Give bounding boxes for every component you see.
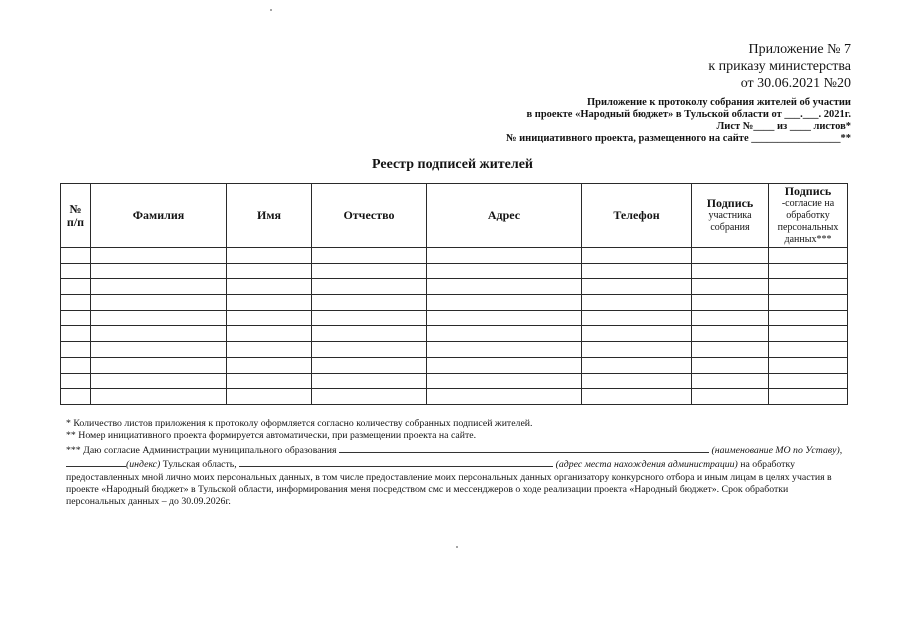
table-cell[interactable] <box>91 295 227 311</box>
table-cell[interactable] <box>61 295 91 311</box>
document-title: Реестр подписей жителей <box>372 157 533 172</box>
footnotes <box>66 418 846 509</box>
table-cell[interactable] <box>769 295 848 311</box>
sheet-number-line: Лист №____ из ____ листов* <box>716 121 851 132</box>
table-cell[interactable] <box>692 326 769 342</box>
table-header-row <box>61 184 848 248</box>
appendix-number: Приложение № 7 <box>748 42 851 57</box>
column-number-label-2: п/п <box>66 214 85 229</box>
table-cell[interactable] <box>61 279 91 295</box>
table-cell[interactable] <box>769 373 848 389</box>
mo-hint: (наименование МО по Уставу) <box>711 444 840 456</box>
table-cell[interactable] <box>692 295 769 311</box>
table-cell[interactable] <box>427 389 582 405</box>
table-row <box>61 342 848 358</box>
column-address: Адрес <box>427 184 582 248</box>
column-signature-subtitle: участника собрания <box>708 210 752 233</box>
table-cell[interactable] <box>61 326 91 342</box>
table-cell[interactable] <box>91 263 227 279</box>
table-cell[interactable] <box>769 279 848 295</box>
table-row <box>61 263 848 279</box>
table-cell[interactable] <box>582 342 692 358</box>
index-hint: (индекс) <box>126 459 161 471</box>
table-cell[interactable] <box>312 248 427 264</box>
table-cell[interactable] <box>582 357 692 373</box>
footnote-consent: *** Даю согласие Администрации муниципального образования (наименование МО по Уставу), (индекс) Тульская область, (адрес места нахождения администрации) на обработку предоставленных мной лично моих персональных данных, в том числе предоставление моих персональных данных организатору конкурсного отбора и иным лицам в целях участия в проекте «Народный бюджет» в Тульской области, информирования меня посредством смс и мессенджеров о ходе реализации проекта «Народный бюджет». Срок обработки персональных данных – до 30.09.2026г. <box>66 444 843 508</box>
table-cell[interactable] <box>427 342 582 358</box>
mo-name-blank[interactable] <box>339 443 709 453</box>
table-cell[interactable] <box>61 310 91 326</box>
table-cell[interactable] <box>312 279 427 295</box>
order-date: от 30.06.2021 №20 <box>740 76 851 91</box>
column-consent-title: Подпись <box>784 184 832 198</box>
table-cell[interactable] <box>427 373 582 389</box>
column-signature-title: Подпись <box>706 196 754 210</box>
table-cell[interactable] <box>427 326 582 342</box>
scan-speck <box>270 9 272 11</box>
table-cell[interactable] <box>692 310 769 326</box>
table-row <box>61 295 848 311</box>
table-row <box>61 326 848 342</box>
region-text: Тульская область, <box>162 459 237 471</box>
consent-rest: обработку предоставленных мной лично моих персональных данных, в том числе предоставление моих персональных данных организатору конкурсного отбора и иным лицам в целях участия в проекте «Народный бюджет» в Тульской области, информирования меня посредством смс и мессенджеров о ходе реализации проекта «Народный бюджет». Срок обработки персональных данных – до 30.09.2026г. <box>66 459 832 508</box>
table-cell[interactable] <box>61 389 91 405</box>
table-cell[interactable] <box>692 389 769 405</box>
table-cell[interactable] <box>91 248 227 264</box>
table-cell[interactable] <box>692 357 769 373</box>
table-cell[interactable] <box>582 295 692 311</box>
table-row <box>61 248 848 264</box>
table-row <box>61 373 848 389</box>
table-cell[interactable] <box>61 248 91 264</box>
scan-speck <box>456 546 458 548</box>
table-cell[interactable] <box>61 373 91 389</box>
table-cell[interactable] <box>227 389 312 405</box>
table-cell[interactable] <box>61 357 91 373</box>
column-number <box>61 184 91 248</box>
signatures-table <box>60 183 848 405</box>
consent-on: на <box>740 459 750 471</box>
footnote-project-number: ** Номер инициативного проекта формируется автоматически, при размещении проекта на сайте. <box>66 430 477 442</box>
table-cell[interactable] <box>227 295 312 311</box>
table-cell[interactable] <box>227 373 312 389</box>
column-signature <box>692 184 769 248</box>
table-cell[interactable] <box>91 373 227 389</box>
table-cell[interactable] <box>227 263 312 279</box>
table-cell[interactable] <box>769 342 848 358</box>
table-cell[interactable] <box>692 279 769 295</box>
table-row <box>61 357 848 373</box>
column-surname: Фамилия <box>91 184 227 248</box>
table-cell[interactable] <box>227 342 312 358</box>
table-cell[interactable] <box>91 389 227 405</box>
table-cell[interactable] <box>582 310 692 326</box>
table-cell[interactable] <box>769 263 848 279</box>
table-cell[interactable] <box>769 389 848 405</box>
table-cell[interactable] <box>312 357 427 373</box>
admin-address-hint: (адрес места нахождения администрации) <box>555 459 738 471</box>
table-cell[interactable] <box>427 310 582 326</box>
column-phone: Телефон <box>582 184 692 248</box>
order-reference: к приказу министерства <box>708 59 851 74</box>
column-consent-signature <box>769 184 848 248</box>
table-cell[interactable] <box>582 326 692 342</box>
table-cell[interactable] <box>582 373 692 389</box>
table-cell[interactable] <box>692 263 769 279</box>
table-cell[interactable] <box>769 310 848 326</box>
table-cell[interactable] <box>427 263 582 279</box>
table-cell[interactable] <box>227 310 312 326</box>
table-cell[interactable] <box>312 263 427 279</box>
table-cell[interactable] <box>692 342 769 358</box>
footnote-sheets: * Количество листов приложения к протоколу оформляется согласно количеству собранных подписей жителей. <box>66 418 533 429</box>
consent-start: *** Даю согласие Администрации муниципального образования <box>66 444 337 456</box>
table-cell[interactable] <box>61 342 91 358</box>
table-row <box>61 279 848 295</box>
column-patronymic: Отчество <box>312 184 427 248</box>
table-cell[interactable] <box>769 248 848 264</box>
table-cell[interactable] <box>312 389 427 405</box>
admin-address-blank[interactable] <box>239 457 553 467</box>
table-cell[interactable] <box>91 326 227 342</box>
table-cell[interactable] <box>61 263 91 279</box>
table-cell[interactable] <box>582 263 692 279</box>
table-cell[interactable] <box>427 295 582 311</box>
table-cell[interactable] <box>312 326 427 342</box>
column-number-label: № <box>69 201 82 216</box>
table-cell[interactable] <box>312 373 427 389</box>
table-cell[interactable] <box>227 248 312 264</box>
table-cell[interactable] <box>312 342 427 358</box>
table-cell[interactable] <box>312 310 427 326</box>
table-cell[interactable] <box>227 326 312 342</box>
table-row <box>61 310 848 326</box>
table-cell[interactable] <box>91 279 227 295</box>
table-cell[interactable] <box>227 357 312 373</box>
index-blank[interactable] <box>66 457 126 467</box>
project-date-line: в проекте «Народный бюджет» в Тульской области от ___.___. 2021г. <box>526 109 851 120</box>
table-cell[interactable] <box>312 295 427 311</box>
table-cell[interactable] <box>692 248 769 264</box>
table-cell[interactable] <box>91 310 227 326</box>
table-row <box>61 389 848 405</box>
table-cell[interactable] <box>427 248 582 264</box>
table-cell[interactable] <box>692 373 769 389</box>
table-cell[interactable] <box>582 248 692 264</box>
table-cell[interactable] <box>427 279 582 295</box>
table-cell[interactable] <box>227 279 312 295</box>
column-name: Имя <box>227 184 312 248</box>
project-number-line: № инициативного проекта, размещенного на сайте _________________** <box>505 133 851 144</box>
table-cell[interactable] <box>582 389 692 405</box>
table-cell[interactable] <box>769 326 848 342</box>
table-cell[interactable] <box>582 279 692 295</box>
table-cell[interactable] <box>769 357 848 373</box>
column-consent-subtitle: -согласие на обработку персональных данных*** <box>777 198 839 245</box>
table-cell[interactable] <box>91 342 227 358</box>
table-cell[interactable] <box>91 357 227 373</box>
protocol-appendix-line: Приложение к протоколу собрания жителей об участии <box>586 97 851 108</box>
table-cell[interactable] <box>427 357 582 373</box>
